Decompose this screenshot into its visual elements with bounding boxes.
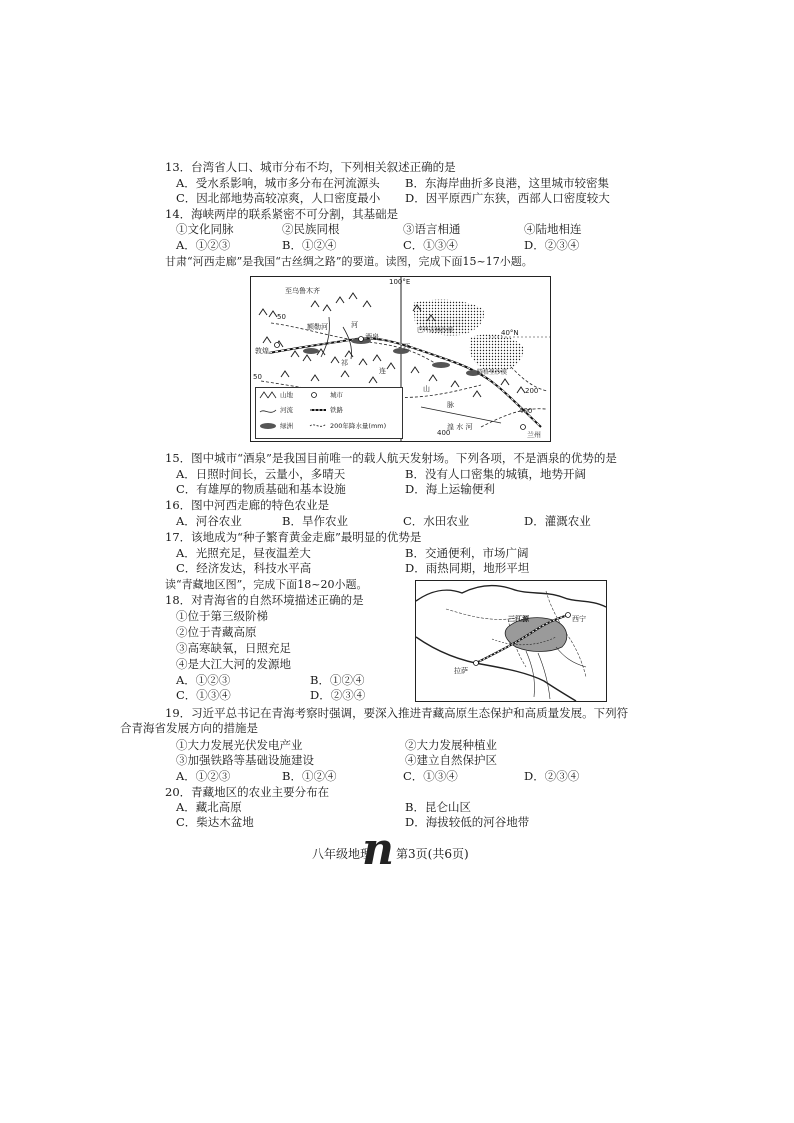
q13-option-c: C．因北部地势高较凉爽，人口密度最小 bbox=[176, 191, 381, 205]
intro-15-17: 甘肃“河西走廊”是我国“古丝绸之路”的要道。读图，完成下面15~17小题。 bbox=[165, 255, 533, 268]
q18-item-1: ①位于第三级阶梯 bbox=[176, 609, 268, 623]
footer-subject: 八年级地理 bbox=[312, 847, 373, 861]
legend-river: 河流 bbox=[280, 406, 293, 414]
watermark-logo: n bbox=[362, 824, 394, 875]
map-legend bbox=[255, 387, 403, 439]
q19-option-b: B．①②④ bbox=[282, 769, 337, 783]
q18-option-d: D．②③④ bbox=[310, 688, 366, 702]
q16-option-b: B．旱作农业 bbox=[282, 514, 348, 528]
q18-item-2: ②位于青藏高原 bbox=[176, 625, 257, 639]
qingzang-map-drawing bbox=[416, 581, 606, 701]
q17-option-a: A．光照充足，昼夜温差大 bbox=[176, 546, 311, 560]
label-lanzhou: 兰州 bbox=[527, 431, 541, 439]
label-corridor: 西 bbox=[403, 343, 410, 351]
footer-page-number: 第3页(共6页) bbox=[396, 847, 469, 861]
legend-isohyet: 200年降水量(mm) bbox=[330, 422, 387, 430]
q19-option-a: A．①②③ bbox=[176, 769, 231, 783]
q20-option-c: C．柴达木盆地 bbox=[176, 815, 254, 829]
q14-item-3: ③语言相通 bbox=[403, 222, 461, 236]
q17-stem: 17．该地成为“种子繁育黄金走廊”最明显的优势是 bbox=[165, 530, 422, 544]
q19-option-d: D．②③④ bbox=[524, 769, 580, 783]
label-range-qi: 祁 bbox=[341, 359, 348, 367]
q19-item-1: ①大力发展光伏发电产业 bbox=[176, 738, 303, 752]
q14-option-b: B．①②④ bbox=[282, 238, 337, 252]
label-sanjiangyuan: 三江源 bbox=[508, 615, 529, 623]
legend-oasis: 绿洲 bbox=[280, 422, 293, 430]
label-iso-200b: 200 bbox=[525, 387, 539, 395]
q14-item-4: ④陆地相连 bbox=[524, 222, 582, 236]
label-ejina: 额勒河 bbox=[307, 323, 328, 331]
q20-option-d: D．海拔较低的河谷地带 bbox=[405, 815, 530, 829]
q19-option-c: C．①③④ bbox=[403, 769, 458, 783]
q13-option-a: A．受水系影响，城市多分布在河流源头 bbox=[176, 176, 380, 190]
label-river: 河 bbox=[351, 321, 358, 329]
label-40n: 40°N bbox=[501, 329, 519, 337]
q19-item-4: ④建立自然保护区 bbox=[405, 753, 497, 767]
legend-city: 城市 bbox=[330, 391, 343, 399]
q18-item-3: ③高寒缺氧，日照充足 bbox=[176, 641, 291, 655]
label-range-shan: 山 bbox=[423, 385, 430, 393]
q13-stem: 13．台湾省人口、城市分布不均，下列相关叙述正确的是 bbox=[165, 160, 456, 174]
label-range-lian: 连 bbox=[379, 367, 386, 375]
label-huangshui: 湟 水 河 bbox=[447, 423, 473, 431]
q17-option-d: D．雨热同期，地形平坦 bbox=[405, 561, 530, 575]
label-iso-50b: 50 bbox=[253, 373, 262, 381]
q15-option-c: C．有雄厚的物质基础和基本设施 bbox=[176, 482, 346, 496]
q14-option-a: A．①②③ bbox=[176, 238, 231, 252]
label-100e: 100°E bbox=[389, 278, 411, 286]
label-desert-tengger: 腾格里沙漠 bbox=[477, 369, 508, 376]
label-iso-400a: 400 bbox=[519, 407, 533, 415]
q17-option-b: B．交通便利，市场广阔 bbox=[405, 546, 529, 560]
q20-option-b: B．昆仑山区 bbox=[405, 800, 471, 814]
label-xining: 西宁 bbox=[572, 615, 586, 623]
legend-railway: 铁路 bbox=[330, 406, 343, 414]
legend-mountain: 山地 bbox=[280, 391, 293, 399]
q18-item-4: ④是大江大河的发源地 bbox=[176, 657, 291, 671]
q15-stem: 15．图中城市“酒泉”是我国目前唯一的载人航天发射场。下列各项，不是酒泉的优势的是 bbox=[165, 451, 617, 465]
q14-item-2: ②民族同根 bbox=[282, 222, 340, 236]
q20-stem: 20．青藏地区的农业主要分布在 bbox=[165, 785, 330, 799]
q18-option-c: C．①③④ bbox=[176, 688, 231, 702]
label-jiuquan: 酒泉 bbox=[365, 333, 379, 341]
q18-option-a: A．①②③ bbox=[176, 673, 231, 687]
q15-option-d: D．海上运输便利 bbox=[405, 482, 495, 496]
label-range-mai: 脉 bbox=[447, 401, 454, 409]
label-lhasa: 拉萨 bbox=[454, 667, 468, 675]
q18-option-b: B．①②④ bbox=[310, 673, 365, 687]
q13-option-b: B．东海岸曲折多良港，这里城市较密集 bbox=[405, 176, 609, 190]
q18-stem: 18．对青海省的自然环境描述正确的是 bbox=[165, 593, 364, 607]
q14-option-d: D．②③④ bbox=[524, 238, 580, 252]
label-iso-50a: 50 bbox=[277, 313, 286, 321]
legend-symbols bbox=[256, 388, 402, 438]
q14-item-1: ①文化同脉 bbox=[176, 222, 234, 236]
q20-option-a: A．藏北高原 bbox=[176, 800, 242, 814]
q17-option-c: C．经济发达，科技水平高 bbox=[176, 561, 312, 575]
q19-item-2: ②大力发展种植业 bbox=[405, 738, 497, 752]
intro-18-20: 读“青藏地区图”，完成下面18~20小题。 bbox=[165, 578, 368, 591]
q19-item-3: ③加强铁路等基础设施建设 bbox=[176, 753, 314, 767]
q16-option-c: C．水田农业 bbox=[403, 514, 470, 528]
q14-option-c: C．①③④ bbox=[403, 238, 458, 252]
q13-option-d: D．因平原西广东狭，西部人口密度较大 bbox=[405, 191, 610, 205]
label-iso-400b: 400 bbox=[437, 429, 451, 437]
q15-option-a: A．日照时间长，云量小，多晴天 bbox=[176, 467, 346, 481]
q16-stem: 16．图中河西走廊的特色农业是 bbox=[165, 498, 330, 512]
q19-stem: 19．习近平总书记在青海考察时强调，要深入推进青藏高原生态保护和高质量发展。下列符合青海省发展方向的措施是 bbox=[120, 706, 629, 735]
label-to-urumqi: 至乌鲁木齐 bbox=[285, 287, 320, 295]
label-dunhuang: 敦煌 bbox=[255, 347, 269, 355]
q15-option-b: B．没有人口密集的城镇，地势开阔 bbox=[405, 467, 586, 481]
q14-stem: 14．海峡两岸的联系紧密不可分割，其基础是 bbox=[165, 207, 399, 221]
q16-option-d: D．灌溉农业 bbox=[524, 514, 591, 528]
q16-option-a: A．河谷农业 bbox=[176, 514, 242, 528]
hexi-corridor-map bbox=[250, 276, 551, 442]
label-desert-badain: 巴丹吉林沙漠 bbox=[417, 327, 454, 334]
qinghai-tibet-map bbox=[415, 580, 607, 702]
